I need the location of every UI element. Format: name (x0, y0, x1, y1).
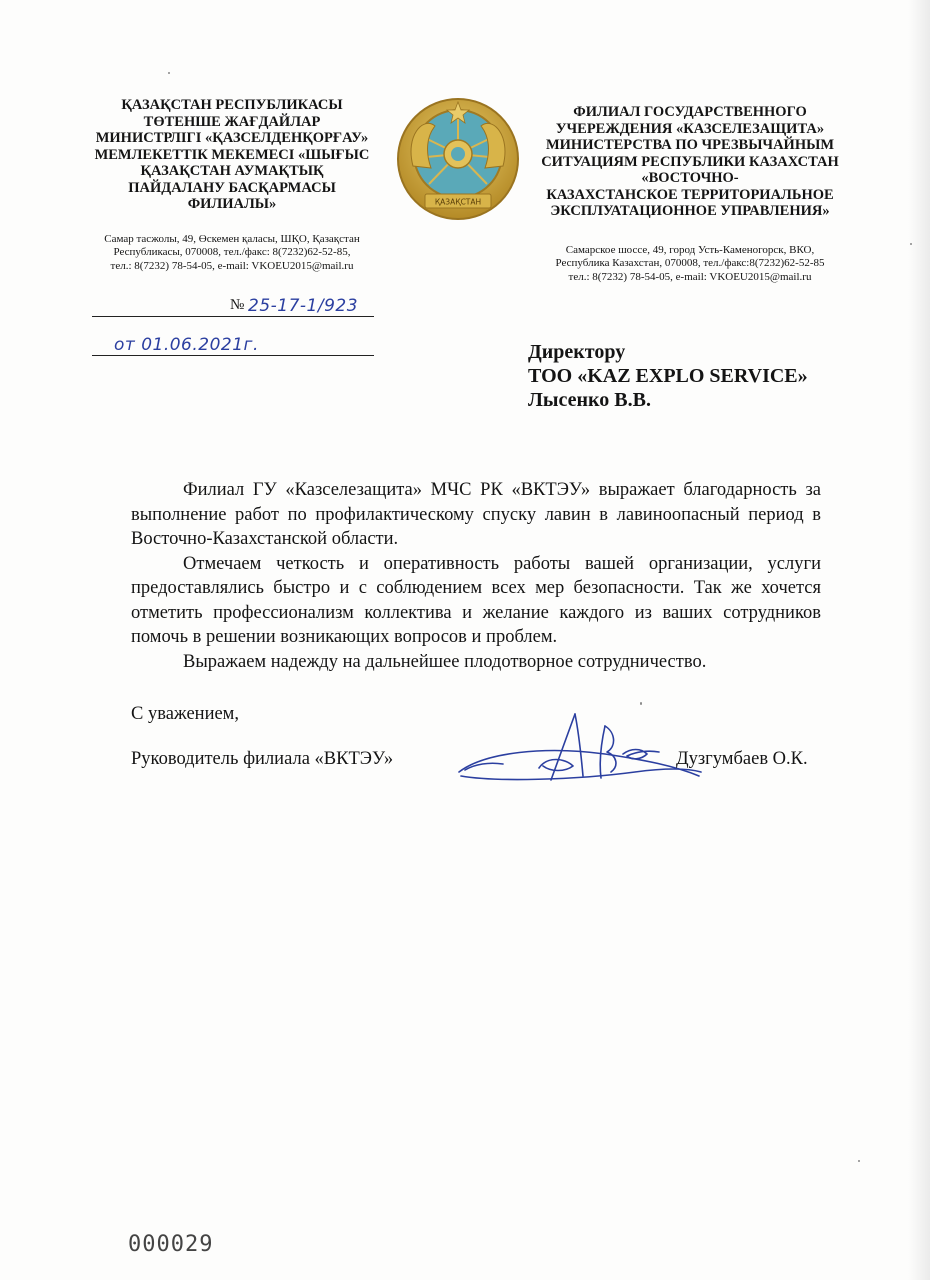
body-paragraph: Отмечаем четкость и оперативность работы вашей организации, услуги предоставлялись быстро и с соблюдением всех мер безопасности. Так же хочется отметить профессионализм коллектива и желание каждого из ваших сотрудников помочь в решении возникающих вопросов и проблем. (131, 553, 821, 647)
reference-date: от 01.06.2021г. (114, 335, 259, 355)
org-name-line: МИНИСТЕРСТВА ПО ЧРЕЗВЫЧАЙНЫМ (545, 137, 835, 153)
signer-position: Руководитель филиала «ВКТЭУ» (131, 749, 394, 769)
org-name-line: ЭКСПЛУАТАЦИОННОЕ УПРАВЛЕНИЯ» (550, 203, 830, 219)
addressee-line: Директору (528, 341, 626, 363)
reference-number: 25-17-1/923 (248, 296, 359, 316)
body-paragraph: Выражаем надежду на дальнейшее плодотворное сотрудничество. (183, 651, 707, 672)
org-name-russian (530, 104, 850, 220)
reference-date-line (92, 329, 374, 356)
org-name-line: ТӨТЕНШЕ ЖАҒДАЙЛАР (143, 113, 321, 130)
org-name-line: ФИЛИАЛ ГОСУДАРСТВЕННОГО (573, 104, 807, 120)
org-name-line: МЕМЛЕКЕТТІК МЕКЕМЕСІ «ШЫҒЫС (94, 146, 370, 163)
addressee-line: ТОО «KAZ EXPLO SERVICE» (528, 365, 808, 387)
header-right (530, 104, 850, 284)
org-name-line: «ВОСТОЧНО- (641, 170, 739, 186)
address-line: тел.: 8(7232) 78-54-05, e-mail: VKOEU2015@mail.ru (568, 270, 812, 283)
address-line: Республика Казахстан, 070008, тел./факс:8(7232)62-52-85 (555, 257, 825, 269)
scan-speck (640, 702, 642, 705)
org-name-line: ПАЙДАЛАНУ БАСҚАРМАСЫ (128, 179, 336, 196)
org-name-line: ҚАЗАҚСТАН АУМАҚТЫҚ (140, 163, 324, 179)
org-address-kazakh (82, 233, 382, 274)
reference-number-line (92, 290, 374, 317)
reference-block (92, 290, 374, 368)
org-name-line: СИТУАЦИЯМ РЕСПУБЛИКИ КАЗАХСТАН (541, 153, 839, 170)
emblem-text: ҚАЗАҚСТАН (434, 197, 482, 207)
letter-body (131, 478, 821, 674)
org-name-line: ҚАЗАҚСТАН РЕСПУБЛИКАСЫ (121, 97, 343, 113)
org-name-line: МИНИСТРЛІГІ «ҚАЗСЕЛДЕНҚОРҒАУ» (95, 130, 369, 146)
number-sign: № (230, 297, 245, 313)
header-left (82, 97, 382, 273)
page-edge-shadow (908, 0, 930, 1280)
document-serial-number: 000029 (128, 1232, 214, 1257)
org-name-line: КАЗАХСТАНСКОЕ ТЕРРИТОРИАЛЬНОЕ (546, 186, 834, 203)
address-line: тел.: 8(7232) 78-54-05, e-mail: VKOEU2015@mail.ru (110, 259, 354, 272)
signer-name: Дузгумбаев О.К. (676, 749, 808, 769)
address-line: Республикасы, 070008, тел./факс: 8(7232)62-52-85, (113, 246, 351, 258)
closing-phrase: С уважением, (131, 704, 240, 724)
scan-speck (858, 1160, 860, 1162)
signer-block (131, 749, 821, 770)
org-name-kazakh (82, 97, 382, 213)
addressee-block (528, 340, 808, 412)
org-name-line: ФИЛИАЛЫ» (187, 196, 277, 212)
scan-speck (910, 243, 912, 245)
org-name-line: УЧЕРЕЖДЕНИЯ «КАЗСЕЛЕЗАЩИТА» (555, 120, 825, 137)
scan-speck (168, 72, 170, 74)
address-line: Самар тасжолы, 49, Өскемен қаласы, ШҚО, Қазақстан (104, 232, 360, 245)
body-paragraph: Филиал ГУ «Казселезащита» МЧС РК «ВКТЭУ» выражает благодарность за выполнение работ по профилактическому спуску лавин в лавиноопасный период в Восточно-Казахстанской области. (131, 480, 821, 549)
org-address-russian (530, 244, 850, 285)
state-emblem-icon (395, 96, 521, 222)
addressee-line: Лысенко В.В. (528, 389, 651, 411)
address-line: Самарское шоссе, 49, город Усть-Каменогорск, ВКО, (565, 243, 815, 256)
